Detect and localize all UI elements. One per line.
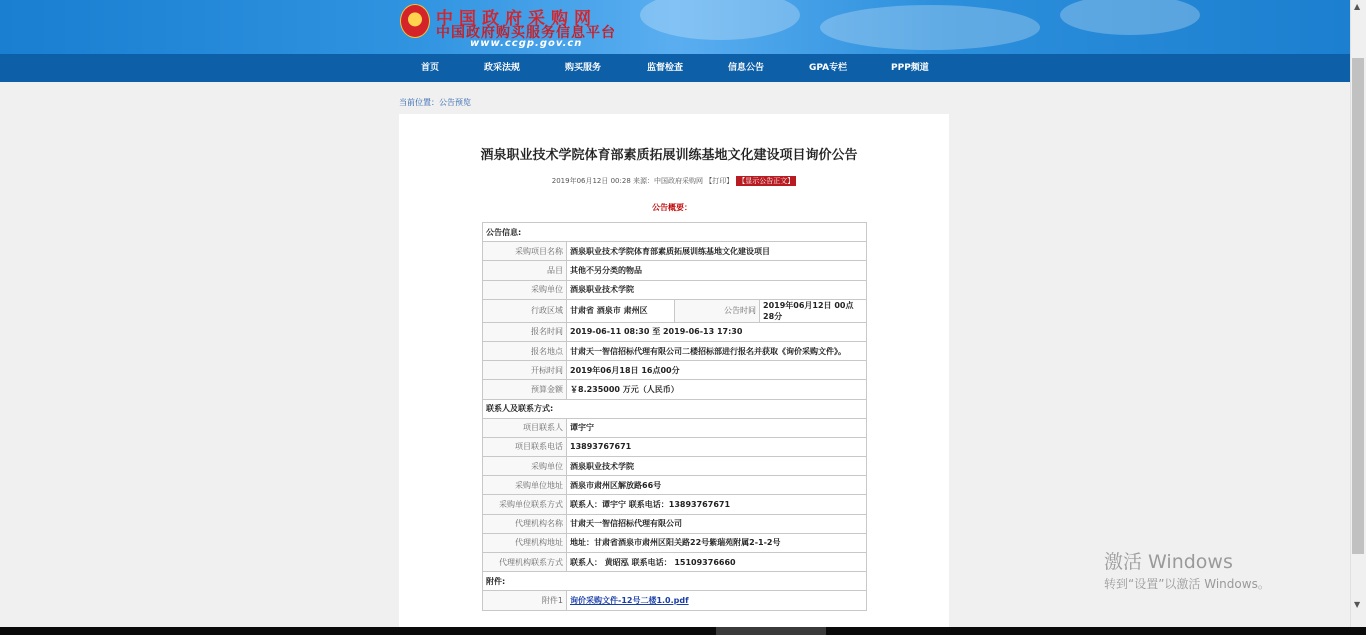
row-value bbox=[567, 591, 867, 610]
row-label: 附件1 bbox=[483, 591, 567, 610]
row-label: 采购单位 bbox=[483, 280, 567, 299]
scroll-down-arrow-icon[interactable]: ▼ bbox=[1354, 600, 1361, 609]
row-value: 甘肃省 酒泉市 肃州区 bbox=[567, 299, 675, 322]
row-value: ￥8.235000 万元（人民币） bbox=[567, 380, 867, 399]
activation-watermark-title: 激活 Windows bbox=[1104, 551, 1233, 573]
activation-watermark-hint: 转到“设置”以激活 Windows。 bbox=[1104, 577, 1270, 591]
taskbar-active-app[interactable] bbox=[716, 627, 826, 635]
row-value: 甘肃天一智信招标代理有限公司 bbox=[567, 514, 867, 533]
announcement-info-table bbox=[482, 222, 867, 611]
breadcrumb bbox=[399, 97, 471, 108]
table-row bbox=[483, 322, 867, 341]
section-heading: 公告信息: bbox=[483, 223, 867, 242]
nav-item-supervision[interactable]: 监督检查 bbox=[647, 63, 684, 73]
table-row bbox=[483, 261, 867, 280]
table-row bbox=[483, 553, 867, 572]
nav-item-services[interactable]: 购买服务 bbox=[565, 63, 602, 73]
row-label: 报名时间 bbox=[483, 322, 567, 341]
row-value: 酒泉职业技术学院 bbox=[567, 457, 867, 476]
row-label: 开标时间 bbox=[483, 361, 567, 380]
breadcrumb-prefix: 当前位置： bbox=[399, 98, 439, 107]
scroll-up-arrow-icon[interactable]: ▲ bbox=[1354, 2, 1361, 11]
row-label: 报名地点 bbox=[483, 341, 567, 360]
table-section-row bbox=[483, 399, 867, 418]
site-logo-title[interactable]: 中国政府采购网 bbox=[436, 9, 597, 29]
row-value: 联系人： 黄昭泓 联系电话： 15109376660 bbox=[567, 553, 867, 572]
row-label: 预算金额 bbox=[483, 380, 567, 399]
row-label: 公告时间 bbox=[675, 299, 760, 322]
summary-label: 公告概要： bbox=[652, 203, 692, 212]
show-content-button[interactable]: 【显示公告正文】 bbox=[738, 177, 795, 185]
row-value: 地址：甘肃省酒泉市肃州区阳关路22号紫瑞苑附属2-1-2号 bbox=[567, 533, 867, 552]
nav-item-ppp[interactable]: PPP频道 bbox=[891, 63, 929, 73]
section-heading: 联系人及联系方式: bbox=[483, 399, 867, 418]
banner-cloud bbox=[1060, 0, 1200, 35]
nav-item-gpa[interactable]: GPA专栏 bbox=[809, 63, 848, 73]
article-meta bbox=[399, 176, 949, 186]
row-value: 酒泉市肃州区解放路66号 bbox=[567, 476, 867, 495]
row-value: 谭宇宁 bbox=[567, 418, 867, 437]
row-value: 2019年06月12日 00点28分 bbox=[760, 299, 867, 322]
row-label: 项目联系人 bbox=[483, 418, 567, 437]
row-value: 13893767671 bbox=[567, 437, 867, 456]
table-row bbox=[483, 437, 867, 456]
row-value: 2019年06月18日 16点00分 bbox=[567, 361, 867, 380]
row-value: 联系人：谭宇宁 联系电话：13893767671 bbox=[567, 495, 867, 514]
table-row bbox=[483, 380, 867, 399]
site-logo-subtitle: 中国政府购买服务信息平台 bbox=[436, 25, 616, 41]
table-row bbox=[483, 299, 867, 322]
article-meta-text: 2019年06月12日 00:28 来源：中国政府采购网 【打印】 bbox=[551, 177, 734, 185]
row-label: 代理机构地址 bbox=[483, 533, 567, 552]
section-heading: 附件: bbox=[483, 572, 867, 591]
row-label: 采购项目名称 bbox=[483, 242, 567, 261]
row-label: 代理机构联系方式 bbox=[483, 553, 567, 572]
table-row bbox=[483, 514, 867, 533]
main-nav bbox=[0, 54, 1350, 82]
nav-item-announcements[interactable]: 信息公告 bbox=[728, 63, 765, 73]
page-title: 酒泉职业技术学院体育部素质拓展训练基地文化建设项目询价公告 bbox=[480, 148, 858, 163]
table-row bbox=[483, 280, 867, 299]
row-label: 项目联系电话 bbox=[483, 437, 567, 456]
site-banner bbox=[0, 0, 1350, 54]
nav-item-regulations[interactable]: 政采法规 bbox=[484, 63, 521, 73]
nav-item-home[interactable]: 首页 bbox=[421, 63, 440, 73]
row-value: 酒泉职业技术学院 bbox=[567, 280, 867, 299]
row-value: 2019-06-11 08:30 至 2019-06-13 17:30 bbox=[567, 322, 867, 341]
scrollbar-thumb[interactable] bbox=[1352, 58, 1364, 554]
attachment-link[interactable]: 询价采购文件-12号二楼1.0.pdf bbox=[570, 595, 689, 605]
row-label: 采购单位 bbox=[483, 457, 567, 476]
breadcrumb-current[interactable]: 公告预览 bbox=[439, 98, 471, 107]
site-logo-url: www.ccgp.gov.cn bbox=[470, 38, 583, 49]
row-label: 行政区域 bbox=[483, 299, 567, 322]
banner-cloud bbox=[640, 0, 800, 40]
table-row bbox=[483, 476, 867, 495]
row-label: 品目 bbox=[483, 261, 567, 280]
table-row bbox=[483, 591, 867, 610]
banner-cloud bbox=[820, 5, 1040, 50]
table-row bbox=[483, 361, 867, 380]
row-label: 采购单位地址 bbox=[483, 476, 567, 495]
windows-taskbar bbox=[0, 627, 1366, 635]
table-row bbox=[483, 457, 867, 476]
row-value: 酒泉职业技术学院体育部素质拓展训练基地文化建设项目 bbox=[567, 242, 867, 261]
table-section-row bbox=[483, 572, 867, 591]
row-value: 甘肃天一智信招标代理有限公司二楼招标部进行报名并获取《询价采购文件》。 bbox=[567, 341, 867, 360]
row-value: 其他不另分类的物品 bbox=[567, 261, 867, 280]
row-label: 采购单位联系方式 bbox=[483, 495, 567, 514]
table-row bbox=[483, 418, 867, 437]
table-row bbox=[483, 242, 867, 261]
table-section-row bbox=[483, 223, 867, 242]
row-label: 代理机构名称 bbox=[483, 514, 567, 533]
table-row bbox=[483, 341, 867, 360]
table-row bbox=[483, 533, 867, 552]
national-emblem-icon bbox=[400, 4, 430, 38]
table-row bbox=[483, 495, 867, 514]
